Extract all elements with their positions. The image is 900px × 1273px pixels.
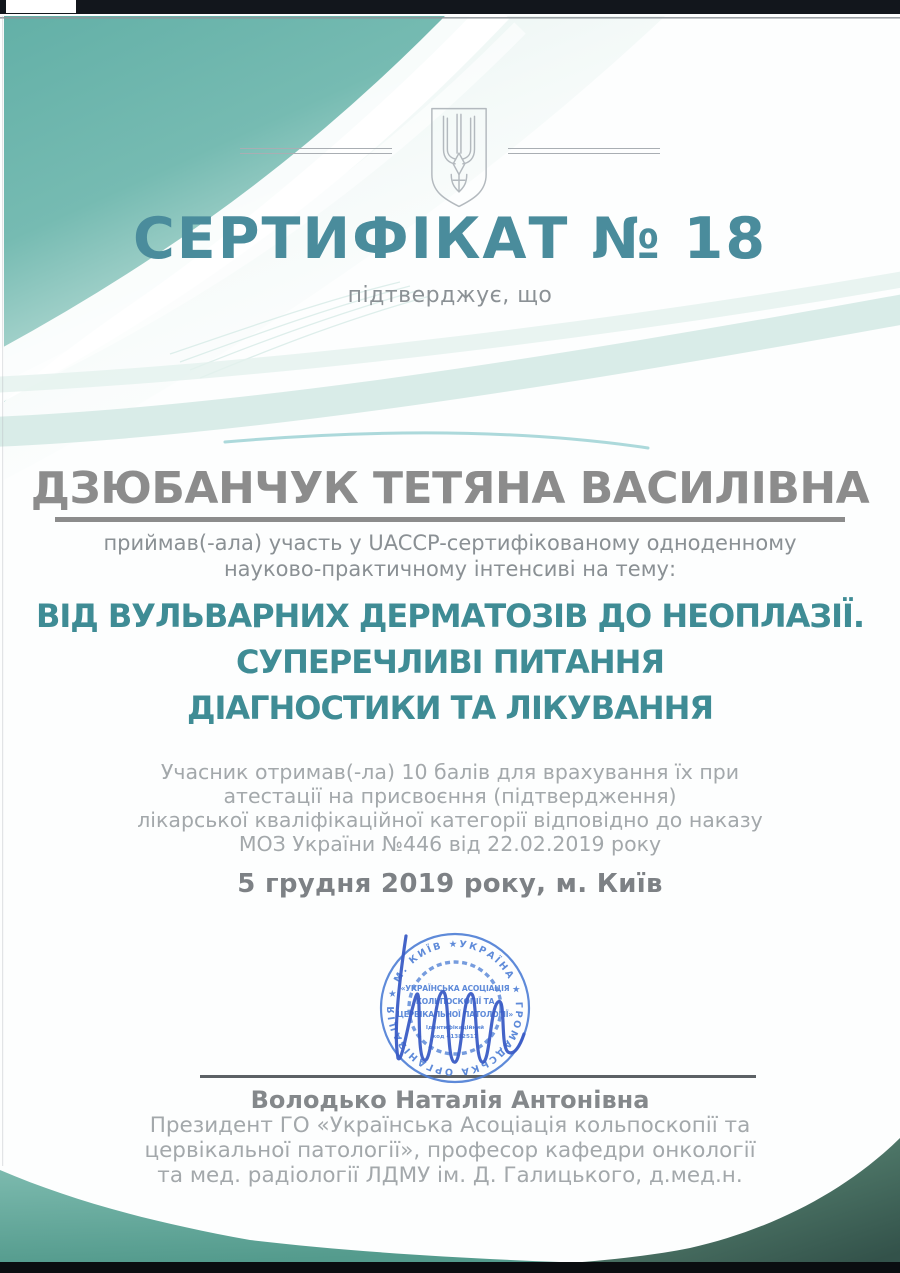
seal-ring-text: УКРАЇНА ★ ГРОМАДСЬКА ОРГАНІЗАЦІЯ ★ М. КИЇВ ★	[385, 938, 525, 1078]
round-association-seal	[348, 916, 568, 1096]
credit-line: Учасник отримав(-ла) 10 балів для врахування їх при	[160, 760, 740, 784]
thin-cyan-arc	[225, 433, 648, 448]
recipient-name: ДЗЮБАНЧУК ТЕТЯНА ВАСИЛІВНА	[30, 463, 870, 514]
recipient-underline	[55, 517, 845, 522]
signatory-title-line: Президент ГО «Українська Асоціація кольпоскопії та	[149, 1113, 751, 1138]
signatory-title	[0, 1113, 900, 1188]
certificate-subtitle: підтверджує, що	[347, 283, 553, 308]
topic-title	[0, 593, 900, 731]
ukraine-trident-emblem	[428, 106, 490, 210]
ornament-line-left	[240, 148, 392, 154]
participation-text	[0, 530, 900, 582]
credit-line: МОЗ України №446 від 22.02.2019 року	[238, 832, 662, 856]
left-hairline	[2, 16, 3, 1166]
participation-line: науково-практичному інтенсиві на тему:	[223, 557, 677, 581]
signatory-title-line: та мед. радіології ЛДМУ ім. Д. Галицького, д.мед.н.	[157, 1163, 743, 1188]
credit-line: атестації на присвоєння (підтвердження)	[223, 784, 677, 808]
seal-center-line: КОЛЬПОСКОПІЇ ТА	[415, 997, 495, 1006]
scan-bar-top	[0, 0, 900, 14]
signatory-title-line: цервікальної патології», професор кафедри онкології	[144, 1138, 756, 1163]
certificate-title: СЕРТИФІКАТ № 18	[132, 206, 768, 272]
participation-line: приймав(-ала) участь у UACCP-сертифікованому одноденному	[103, 531, 797, 555]
scan-bar-top-gap	[6, 0, 76, 13]
seal-center-line: Ідентифікаційний	[425, 1025, 485, 1031]
seal-center-line: «УКРАЇНСЬКА АСОЦІАЦІЯ	[400, 984, 510, 993]
date-place: 5 грудня 2019 року, м. Київ	[237, 869, 663, 899]
seal-center-line: ЦЕРВІКАЛЬНОЇ ПАТОЛОГІЇ»	[396, 1010, 514, 1019]
seal-center-line: код 41382517	[432, 1034, 478, 1040]
topic-line: ДІАГНОСТИКИ ТА ЛІКУВАННЯ	[186, 689, 714, 727]
signatory-name: Володько Наталія Антонівна	[250, 1086, 650, 1114]
top-rule	[0, 17, 900, 19]
topic-line: СУПЕРЕЧЛИВІ ПИТАННЯ	[235, 643, 665, 681]
topic-line: ВІД ВУЛЬВАРНИХ ДЕРМАТОЗІВ ДО НЕОПЛАЗІЇ.	[35, 597, 865, 635]
scan-bar-bottom	[0, 1262, 900, 1273]
credit-line: лікарської кваліфікаційної категорії відповідно до наказу	[137, 808, 763, 832]
credit-text	[0, 760, 900, 856]
ornament-line-right	[508, 148, 660, 154]
